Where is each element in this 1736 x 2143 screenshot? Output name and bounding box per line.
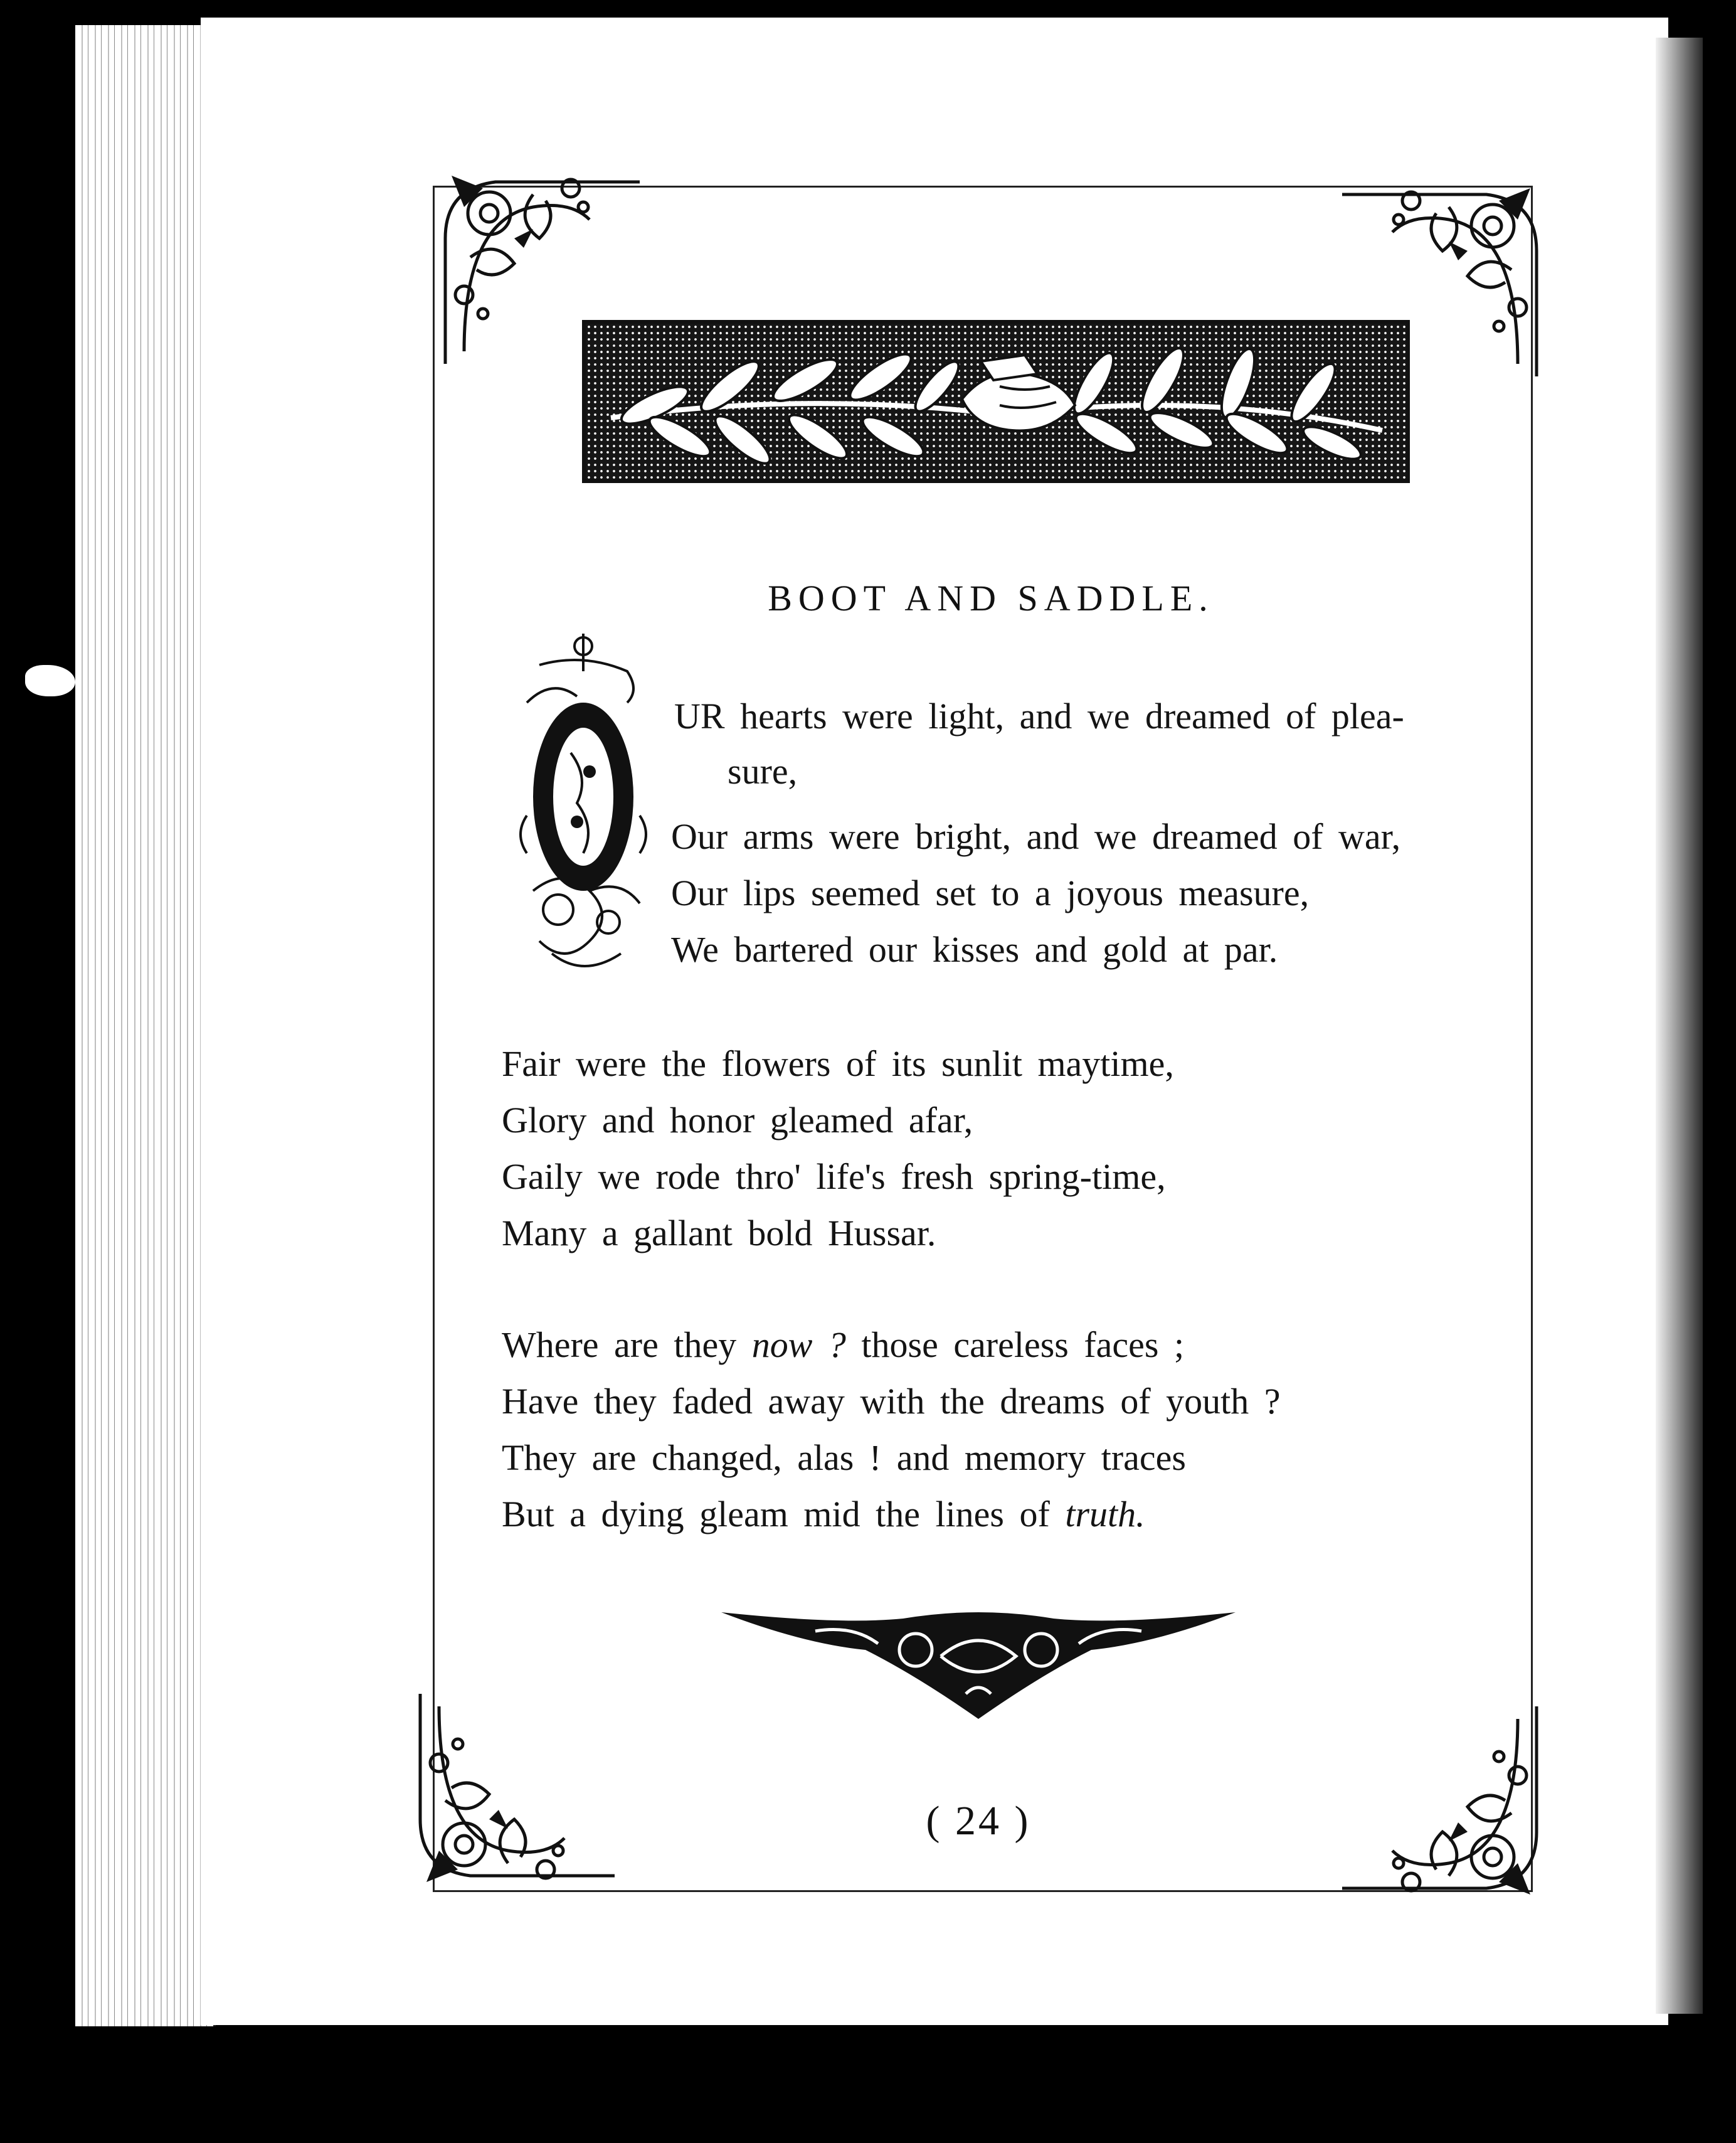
verse-line: Fair were the flowers of its sunlit maytime, [502,1043,1174,1084]
facing-page-shadow [1656,38,1703,2014]
italic-word: truth. [1065,1494,1145,1534]
verse-line: They are changed, alas ! and memory traces [502,1437,1186,1478]
verse-text: Where are they [502,1324,737,1365]
verse-text: But a dying gleam mid the lines of [502,1494,1050,1534]
italic-word: now ? [751,1324,846,1365]
verse-line: Glory and honor gleamed afar, [502,1100,973,1141]
poem-title: BOOT AND SADDLE. [768,578,1214,619]
verse-line: Our lips seemed set to a joyous measure, [671,873,1310,913]
illuminated-drop-cap [514,627,652,979]
verse-line [502,1493,1145,1535]
paper-fleck [25,665,75,696]
verse-line: Have they faded away with the dreams of youth ? [502,1381,1281,1422]
corner-ornament-bottom-right [1342,1706,1543,1907]
verse-line: sure, [728,751,798,792]
verse-line: We bartered our kisses and gold at par. [671,929,1278,970]
verse-line: Many a gallant bold Hussar. [502,1213,936,1253]
corner-ornament-bottom-left [414,1694,615,1895]
laurel-handshake-banner [582,320,1410,483]
verse-line [502,1324,1184,1366]
page-edges [75,25,216,2026]
verse-text: those careless faces ; [861,1324,1185,1365]
scroll-tailpiece [715,1600,1242,1725]
page-number: ( 24 ) [926,1798,1031,1844]
verse-line: Our arms were bright, and we dreamed of war, [671,816,1401,857]
verse-line: UR hearts were light, and we dreamed of plea- [674,696,1404,736]
verse-line: Gaily we rode thro' life's fresh spring-time, [502,1156,1166,1197]
